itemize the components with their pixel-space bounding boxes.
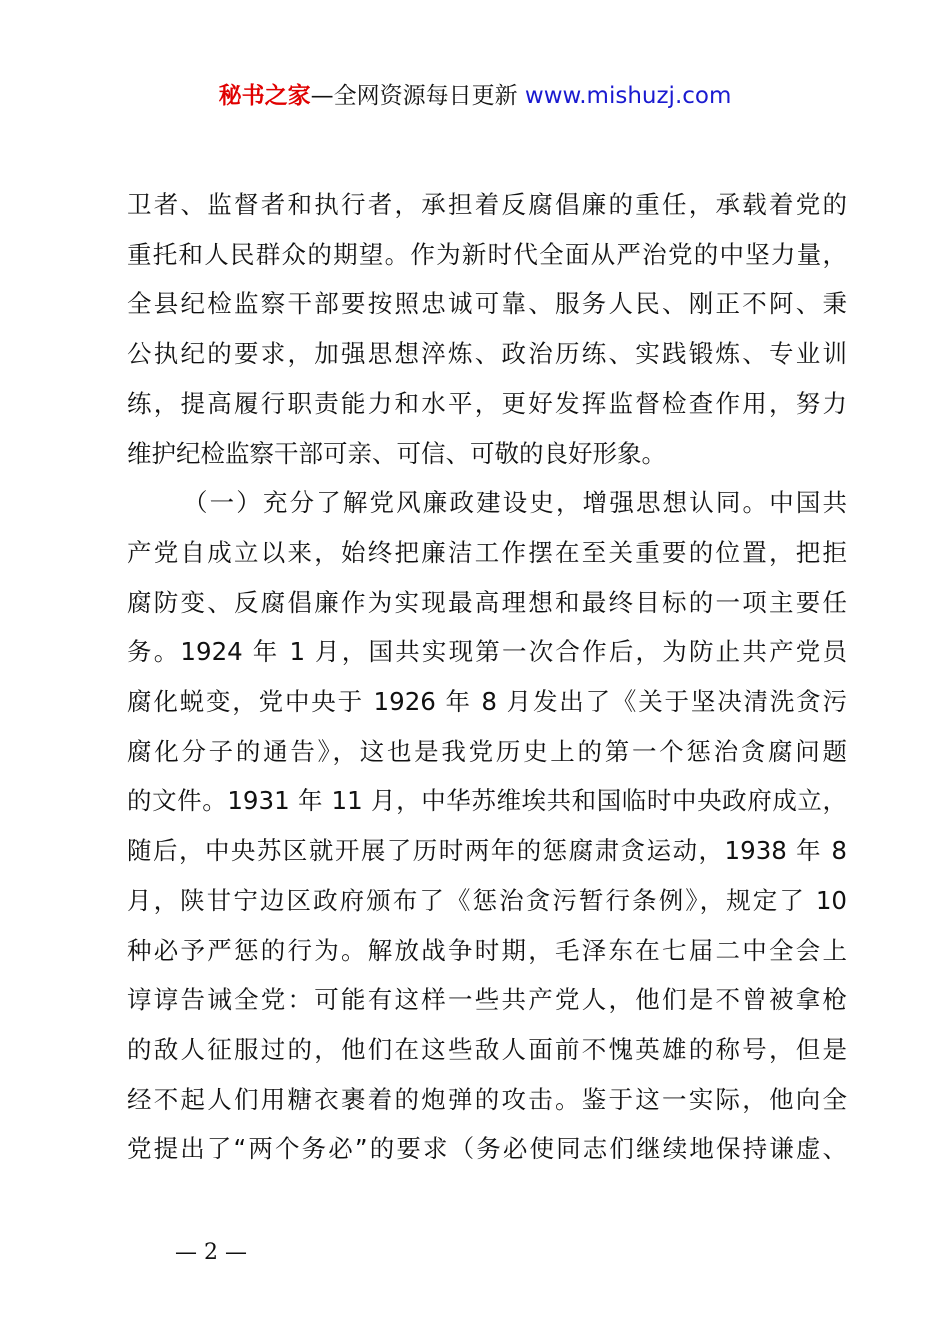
body-line: 公执纪的要求，加强思想淬炼、政治历练、实践锻炼、专业训 [127, 339, 847, 369]
body-line: 产党自成立以来，始终把廉洁工作摆在至关重要的位置，把拒 [127, 537, 847, 567]
body-line: 随后，中央苏区就开展了历时两年的惩腐肃贪运动，1938 年 8 [127, 836, 847, 866]
body-line: 务。1924 年 1 月，国共实现第一次合作后，为防止共产党员 [127, 637, 847, 667]
body-line: 党提出了“两个务必”的要求（务必使同志们继续地保持谦虚、 [127, 1134, 847, 1164]
document-body [127, 180, 847, 1174]
body-line: 维护纪检监察干部可亲、可信、可敬的良好形象。 [127, 438, 666, 468]
page-header [0, 80, 950, 112]
header-tagline: —全网资源每日更新 [310, 83, 518, 109]
body-line: 的文件。1931 年 11 月，中华苏维埃共和国临时中央政府成立， [127, 786, 847, 816]
body-line: 种必予严惩的行为。解放战争时期，毛泽东在七届二中全会上 [127, 935, 847, 965]
body-line: 卫者、监督者和执行者，承担着反腐倡廉的重任，承载着党的 [127, 190, 847, 219]
body-line: 腐化分子的通告》，这也是我党历史上的第一个惩治贪腐问题 [127, 736, 847, 766]
body-line: 谆谆告诫全党：可能有这样一些共产党人，他们是不曾被拿枪 [127, 985, 847, 1015]
body-line: 经不起人们用糖衣裹着的炮弹的攻击。鉴于这一实际，他向全 [127, 1084, 847, 1114]
body-line: 的敌人征服过的，他们在这些敌人面前不愧英雄的称号，但是 [127, 1034, 847, 1064]
body-line: 全县纪检监察干部要按照忠诚可靠、服务人民、刚正不阿、秉 [127, 289, 847, 319]
body-line: 练，提高履行职责能力和水平，更好发挥监督检查作用，努力 [127, 388, 847, 418]
body-line: 腐化蜕变，党中央于 1926 年 8 月发出了《关于坚决清洗贪污 [127, 687, 847, 717]
body-line: （一）充分了解党风廉政建设史，增强思想认同。中国共 [183, 488, 847, 518]
body-line: 重托和人民群众的期望。作为新时代全面从严治党的中坚力量， [127, 239, 847, 269]
page-number: — 2 — [175, 1240, 247, 1265]
header-brand: 秘书之家 [218, 83, 311, 109]
body-line: 月，陕甘宁边区政府颁布了《惩治贪污暂行条例》，规定了 10 [127, 885, 847, 915]
header-url[interactable]: www.mishuzj.com [524, 83, 732, 109]
body-line: 腐防变、反腐倡廉作为实现最高理想和最终目标的一项主要任 [127, 587, 847, 617]
